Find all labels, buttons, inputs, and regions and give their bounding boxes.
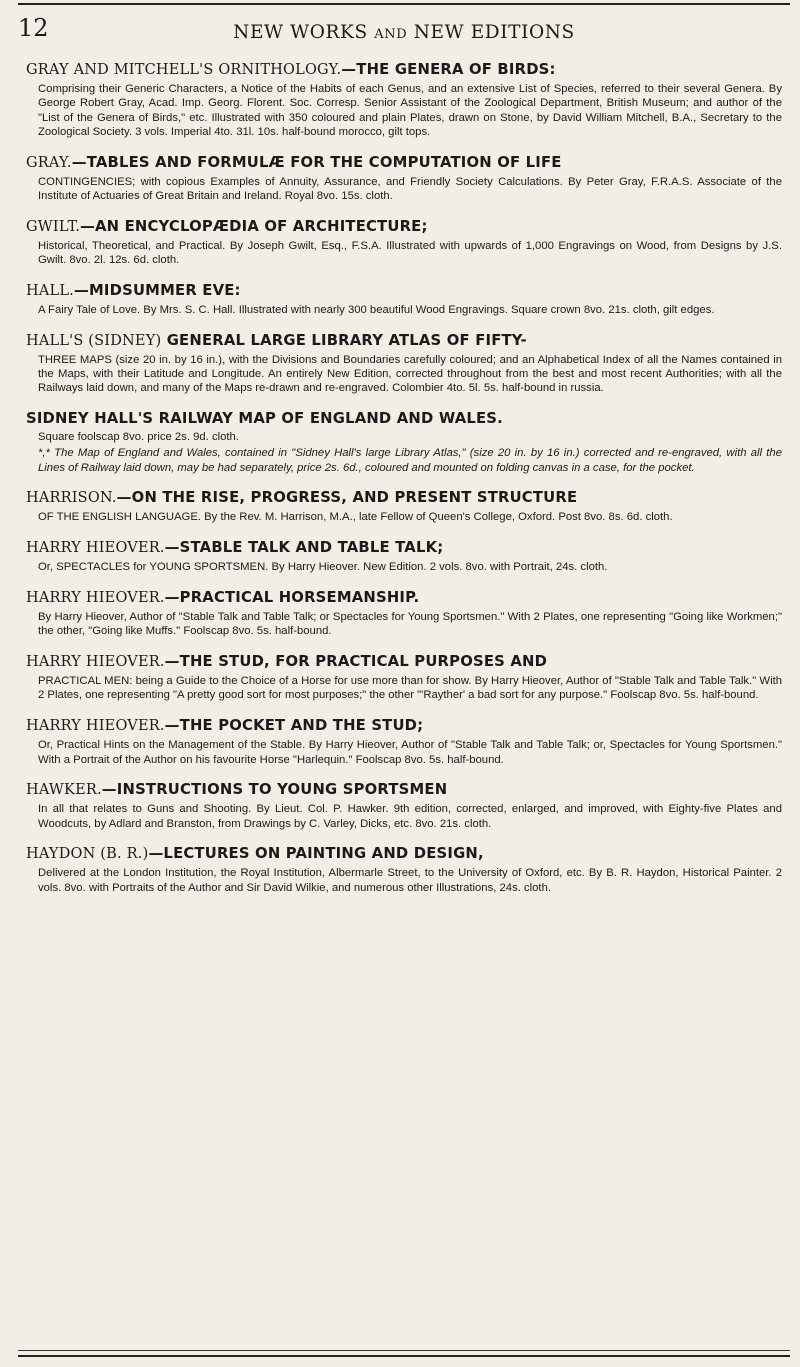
entry-author: HARRY HIEOVER. <box>26 540 165 557</box>
entry-title: GENERAL LARGE LIBRARY ATLAS OF FIFTY- <box>161 331 527 349</box>
catalogue-entry <box>26 538 782 574</box>
entry-description: OF THE ENGLISH LANGUAGE. By the Rev. M. Harrison, M.A., late Fellow of Queen's College, Oxford. Post 8vo. 8s. 6d. cloth. <box>38 511 673 524</box>
entry-heading <box>26 331 782 351</box>
running-title-part1: NEW WORKS <box>233 22 368 43</box>
page-number: 12 <box>18 14 49 42</box>
entry-title: —STABLE TALK AND TABLE TALK; <box>164 539 444 557</box>
entry-description: In all that relates to Guns and Shooting. By Lieut. Col. P. Hawker. 9th edition, corrected, enlarged, and improved, with Eighty-five Plates and Woodcuts, by Adlard and Branston, from Drawings by C. Varley, Dicks, etc. 8vo. 21s. cloth. <box>38 803 782 830</box>
entry-heading <box>26 588 782 608</box>
entry-description: CONTINGENCIES; with copious Examples of Annuity, Assurance, and Friendly Society Calculations. By Peter Gray, F.R.A.S. Associate of the Institute of Actuaries of Great Britain and Ireland. Royal 8vo. 15s. cloth. <box>38 175 782 202</box>
entry-description: Historical, Theoretical, and Practical. By Joseph Gwilt, Esq., F.S.A. Illustrated with upwards of 1,000 Engravings on Wood, from Designs by J.S. Gwilt. 8vo. 2l. 12s. 6d. cloth. <box>38 239 782 267</box>
entry-heading <box>26 538 782 558</box>
catalogue-entry <box>26 488 782 524</box>
entry-title: —MIDSUMMER EVE: <box>73 281 241 299</box>
entry-author: HALL. <box>26 282 74 299</box>
entry-heading <box>26 488 782 508</box>
entry-author: HARRY HIEOVER. <box>26 718 165 735</box>
entry-title: —TABLES AND FORMULÆ FOR THE COMPUTATION OF LIFE <box>71 153 562 171</box>
catalogue-entry <box>26 153 782 204</box>
entry-description: THREE MAPS (size 20 in. by 16 in.), with the Divisions and Boundaries carefully coloured; and an Alphabetical Index of all the Names contained in the Maps, with their Latitude and Longitude. An entirely New Edition, corrected throughout from the best and most recent Authorities; with all the Railways laid down, and many of the Maps re-drawn and re-engraved. Colombier 4to. 5l. 5s. half-bound in russia. <box>38 353 782 395</box>
catalogue-entries <box>26 60 782 909</box>
catalogue-entry <box>26 844 782 895</box>
entry-heading <box>26 281 782 301</box>
entry-author: HARRISON. <box>26 490 117 507</box>
running-title-part2: NEW EDITIONS <box>413 22 575 43</box>
entry-heading <box>26 844 782 864</box>
entry-heading <box>26 652 782 672</box>
catalogue-entry <box>26 588 782 639</box>
entry-description: Or, Practical Hints on the Management of the Stable. By Harry Hieover, Author of "Stable Talk and Table Talk; or, Spectacles for Young Sportsmen." With a Portrait of the Author on his favourite Horse "Harlequin." Foolscap 8vo. 5s. half-bound. <box>38 739 782 766</box>
catalogue-entry <box>26 281 782 317</box>
entry-title: —THE GENERA OF BIRDS: <box>341 61 556 78</box>
entry-heading <box>26 153 782 173</box>
entry-description: Square foolscap 8vo. price 2s. 9d. cloth. <box>38 431 239 444</box>
entry-author: HARRY HIEOVER. <box>26 654 165 671</box>
catalogue-entry <box>26 780 782 831</box>
entry-description: PRACTICAL MEN: being a Guide to the Choice of a Horse for use more than for show. By Harry Hieover, Author of "Stable Talk and Table Talk." With 2 Plates, one representing "A pretty good sort for most purposes;" the other "'Rayther' a bad sort for any purpose." Foolscap 8vo. 5s. half-bound. <box>38 675 782 702</box>
entry-heading <box>26 217 782 237</box>
top-rule <box>18 3 790 5</box>
bottom-rule <box>18 1350 790 1357</box>
running-title <box>18 22 790 43</box>
catalogue-entry <box>26 331 782 396</box>
entry-description: A Fairy Tale of Love. By Mrs. S. C. Hall. Illustrated with nearly 300 beautiful Wood Engravings. Square crown 8vo. 21s. cloth, gilt edges. <box>38 303 715 316</box>
entry-heading <box>26 780 782 800</box>
entry-note: *,* The Map of England and Wales, contained in "Sidney Hall's large Library Atlas," (size 20 in. by 16 in.) corrected and re-engraved, with all the Lines of Railway laid down, may be had separately, price 2s. 6d., coloured and mounted on folding canvas in a case, for the pocket. <box>38 447 782 474</box>
catalogue-entry <box>26 652 782 703</box>
entry-title: —THE STUD, FOR PRACTICAL PURPOSES AND <box>164 653 548 671</box>
entry-title: SIDNEY HALL'S RAILWAY MAP OF ENGLAND AND WALES. <box>26 410 503 428</box>
entry-description: Or, SPECTACLES for YOUNG SPORTSMEN. By Harry Hieover. New Edition. 2 vols. 8vo. with Portrait, 24s. cloth. <box>38 561 608 574</box>
entry-title: —THE POCKET AND THE STUD; <box>164 717 424 735</box>
entry-title: —PRACTICAL HORSEMANSHIP. <box>164 589 420 607</box>
entry-title: —ON THE RISE, PROGRESS, AND PRESENT STRUCTURE <box>116 489 578 507</box>
entry-title: —INSTRUCTIONS TO YOUNG SPORTSMEN <box>101 781 448 799</box>
entry-title: —LECTURES ON PAINTING AND DESIGN, <box>148 845 484 863</box>
entry-author: GWILT. <box>26 218 81 235</box>
running-title-and: AND <box>374 27 408 42</box>
entry-heading <box>26 60 782 80</box>
entry-author: HARRY HIEOVER. <box>26 590 165 607</box>
catalogue-entry <box>26 217 782 268</box>
entry-author: HALL'S (SIDNEY) <box>26 332 162 349</box>
entry-author: HAYDON (B. R.) <box>26 846 149 863</box>
entry-author: HAWKER. <box>26 782 102 799</box>
catalogue-entry <box>26 409 782 475</box>
entry-description: Delivered at the London Institution, the Royal Institution, Albermarle Street, to the University of Oxford, etc. By B. R. Haydon, Historical Painter. 2 vols. 8vo. with Portraits of the Author and Sir David Wilkie, and numerous other Illustrations, 24s. cloth. <box>38 867 782 894</box>
entry-heading <box>26 716 782 736</box>
entry-author: GRAY AND MITCHELL'S ORNITHOLOGY. <box>26 62 342 78</box>
entry-author: GRAY. <box>26 154 72 171</box>
entry-heading <box>26 409 782 428</box>
entry-description: By Harry Hieover, Author of "Stable Talk and Table Talk; or Spectacles for Young Sportsmen." With 2 Plates, one representing "Going like Workmen;" the other, "Going like Muffs." Foolscap 8vo. 5s. half-bound. <box>38 611 782 638</box>
entry-description: Comprising their Generic Characters, a Notice of the Habits of each Genus, and an extensive List of Species, referred to their several Genera. By George Robert Gray, Acad. Imp. Georg. Florent. Soc. Corresp. Senior Assistant of the Zoological Department, British Museum; and author of the "List of the Genera of Birds," etc. Illustrated with 350 coloured and plain Plates, drawn on Stone, by David William Mitchell, B.A., Secretary to the Zoological Society. 3 vols. Imperial 4to. 31l. 10s. half-bound morocco, gilt tops. <box>38 83 782 138</box>
entry-title: —AN ENCYCLOPÆDIA OF ARCHITECTURE; <box>80 217 428 235</box>
catalogue-entry <box>26 60 782 139</box>
page-header <box>18 14 790 48</box>
catalogue-entry <box>26 716 782 767</box>
